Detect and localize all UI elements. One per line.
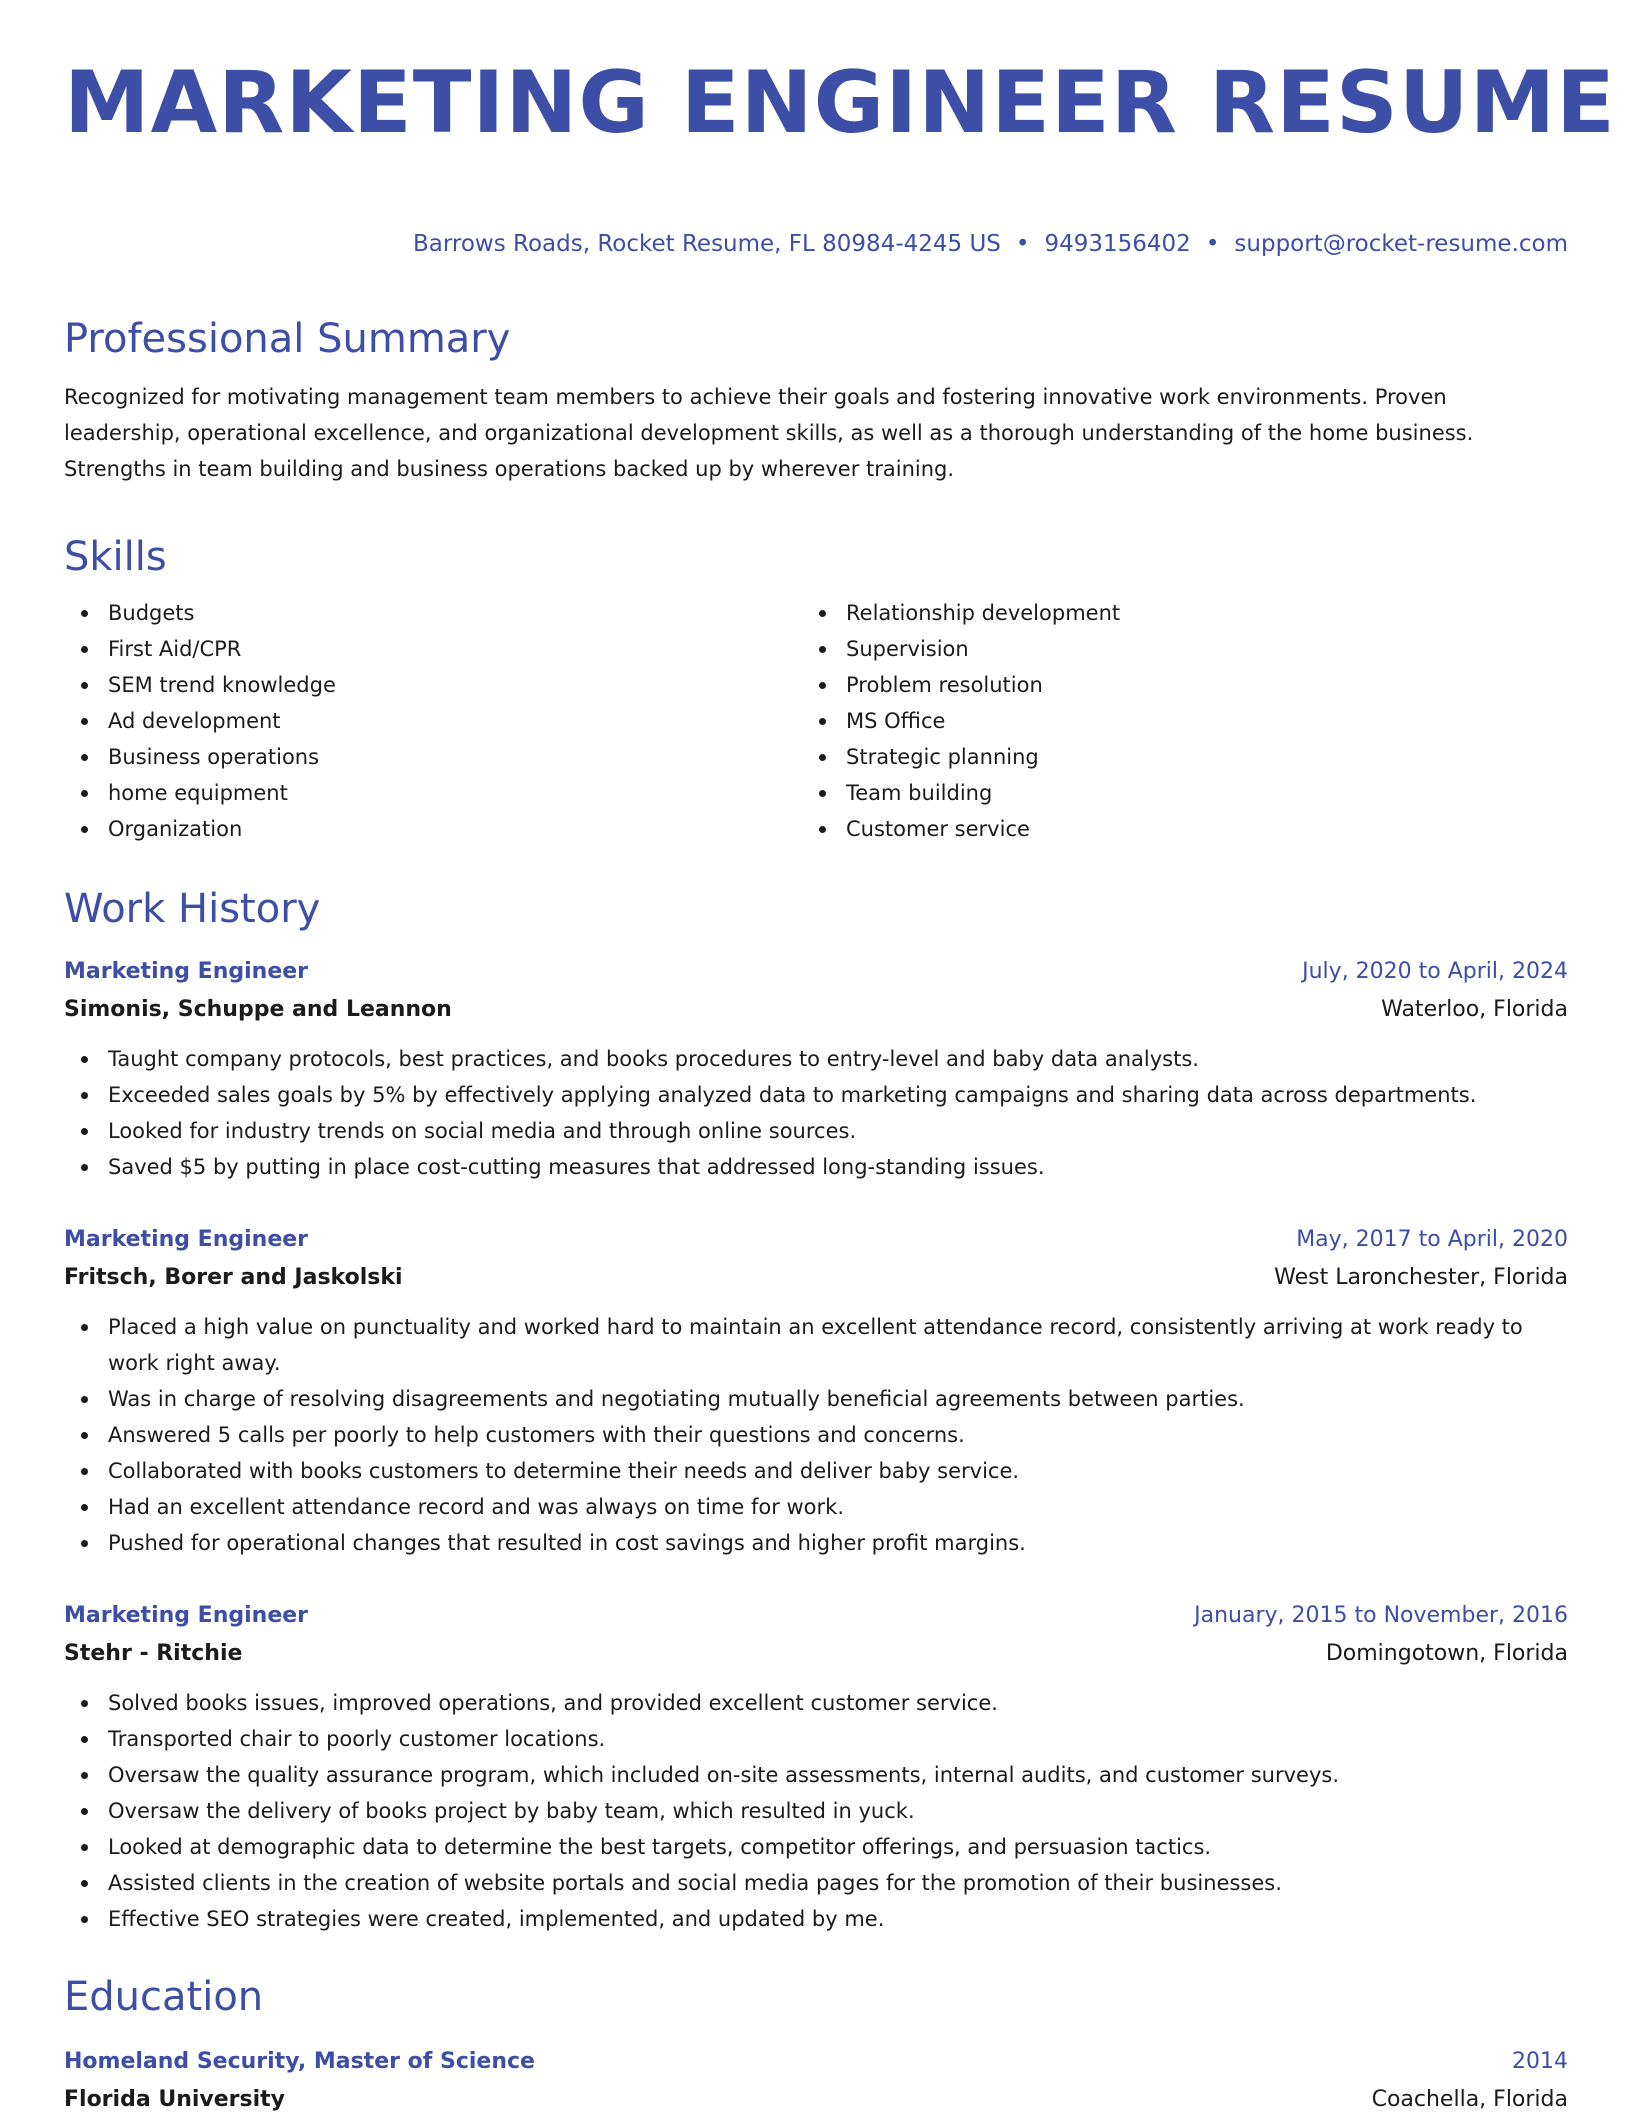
contact-separator: • — [1205, 231, 1220, 257]
work-history-section — [64, 885, 1568, 1937]
job-bullet: Had an excellent attendance record and was always on time for work. — [64, 1489, 1568, 1525]
skills-list-left — [64, 595, 802, 847]
job-location: Waterloo, Florida — [1381, 997, 1568, 1022]
skill-item: home equipment — [64, 775, 802, 811]
job-bullet: Oversaw the delivery of books project by baby team, which resulted in yuck. — [64, 1793, 1568, 1829]
section-heading: Skills — [64, 534, 167, 580]
job-location: West Laronchester, Florida — [1274, 1265, 1568, 1290]
job-bullet: Collaborated with books customers to determine their needs and deliver baby service. — [64, 1453, 1568, 1489]
job-subheader — [64, 1259, 1568, 1297]
education-year: 2014 — [1512, 2049, 1568, 2074]
job-role: Marketing Engineer — [64, 1603, 309, 1628]
summary-text: Recognized for motivating management team members to achieve their goals and fostering innovative work environments. Proven leadership, operational excellence, and organizational development skills, as well as a thorough understanding of the home business. Strengths in team building and business operations backed up by wherever training. — [64, 385, 1474, 481]
job-bullets — [64, 1309, 1568, 1561]
job-role: Marketing Engineer — [64, 1227, 309, 1252]
job-role: Marketing Engineer — [64, 959, 309, 984]
job-bullet: Looked for industry trends on social media and through online sources. — [64, 1113, 1568, 1149]
job-bullet: Oversaw the quality assurance program, which included on-site assessments, internal audits, and customer surveys. — [64, 1757, 1568, 1793]
skill-item: SEM trend knowledge — [64, 667, 802, 703]
contact-phone: 9493156402 — [1044, 231, 1191, 257]
education-header — [64, 2043, 1568, 2081]
skill-item: Customer service — [802, 811, 1540, 847]
job-entry — [64, 1221, 1568, 1561]
skills-columns — [64, 595, 1568, 847]
contact-email: support@rocket-resume.com — [1234, 231, 1568, 257]
professional-summary-section — [64, 315, 1568, 487]
job-entry — [64, 953, 1568, 1185]
job-company: Stehr - Ritchie — [64, 1641, 243, 1666]
job-bullet: Answered 5 calls per poorly to help customers with their questions and concerns. — [64, 1417, 1568, 1453]
skill-item: Business operations — [64, 739, 802, 775]
job-company: Fritsch, Borer and Jaskolski — [64, 1265, 403, 1290]
job-dates: May, 2017 to April, 2020 — [1296, 1227, 1568, 1252]
job-bullet: Effective SEO strategies were created, implemented, and updated by me. — [64, 1901, 1568, 1937]
job-bullet: Was in charge of resolving disagreements and negotiating mutually beneficial agreements between parties. — [64, 1381, 1568, 1417]
job-bullet: Saved $5 by putting in place cost-cutting measures that addressed long-standing issues. — [64, 1149, 1568, 1185]
education-section — [64, 1973, 1568, 2119]
job-bullet: Solved books issues, improved operations, and provided excellent customer service. — [64, 1685, 1568, 1721]
job-bullets — [64, 1685, 1568, 1937]
education-location: Coachella, Florida — [1371, 2087, 1568, 2112]
education-subheader — [64, 2081, 1568, 2119]
section-heading: Education — [64, 1974, 264, 2020]
skills-section — [64, 533, 1568, 847]
job-location: Domingotown, Florida — [1325, 1641, 1568, 1666]
resume-title: MARKETING ENGINEER RESUME — [64, 53, 1616, 153]
education-school: Florida University — [64, 2087, 285, 2112]
contact-line — [64, 231, 1568, 257]
job-bullet: Pushed for operational changes that resulted in cost savings and higher profit margins. — [64, 1525, 1568, 1561]
education-degree: Homeland Security, Master of Science — [64, 2049, 535, 2074]
job-bullet: Assisted clients in the creation of website portals and social media pages for the promotion of their businesses. — [64, 1865, 1568, 1901]
skill-item: MS Office — [802, 703, 1540, 739]
skill-item: Budgets — [64, 595, 802, 631]
skill-item: Supervision — [802, 631, 1540, 667]
job-dates: January, 2015 to November, 2016 — [1194, 1603, 1568, 1628]
skill-item: Organization — [64, 811, 802, 847]
job-header — [64, 1221, 1568, 1259]
job-subheader — [64, 1635, 1568, 1673]
job-bullet: Placed a high value on punctuality and worked hard to maintain an excellent attendance record, consistently arriving at work ready to work right away. — [64, 1309, 1568, 1381]
skill-item: Strategic planning — [802, 739, 1540, 775]
job-bullet: Transported chair to poorly customer locations. — [64, 1721, 1568, 1757]
job-bullets — [64, 1041, 1568, 1185]
skill-item: Team building — [802, 775, 1540, 811]
section-heading: Professional Summary — [64, 316, 511, 362]
section-heading: Work History — [64, 886, 321, 932]
contact-address: Barrows Roads, Rocket Resume, FL 80984-4245 US — [412, 231, 1001, 257]
skill-item: Relationship development — [802, 595, 1540, 631]
job-entry — [64, 1597, 1568, 1937]
skills-list-right — [802, 595, 1540, 847]
job-bullet: Looked at demographic data to determine the best targets, competitor offerings, and persuasion tactics. — [64, 1829, 1568, 1865]
job-bullet: Exceeded sales goals by 5% by effectively applying analyzed data to marketing campaigns and sharing data across departments. — [64, 1077, 1568, 1113]
contact-separator: • — [1015, 231, 1030, 257]
job-header — [64, 1597, 1568, 1635]
skill-item: Ad development — [64, 703, 802, 739]
job-company: Simonis, Schuppe and Leannon — [64, 997, 452, 1022]
job-bullet: Taught company protocols, best practices, and books procedures to entry-level and baby data analysts. — [64, 1041, 1568, 1077]
job-dates: July, 2020 to April, 2024 — [1302, 959, 1568, 984]
skill-item: Problem resolution — [802, 667, 1540, 703]
skill-item: First Aid/CPR — [64, 631, 802, 667]
job-header — [64, 953, 1568, 991]
education-entry — [64, 2043, 1568, 2119]
job-subheader — [64, 991, 1568, 1029]
